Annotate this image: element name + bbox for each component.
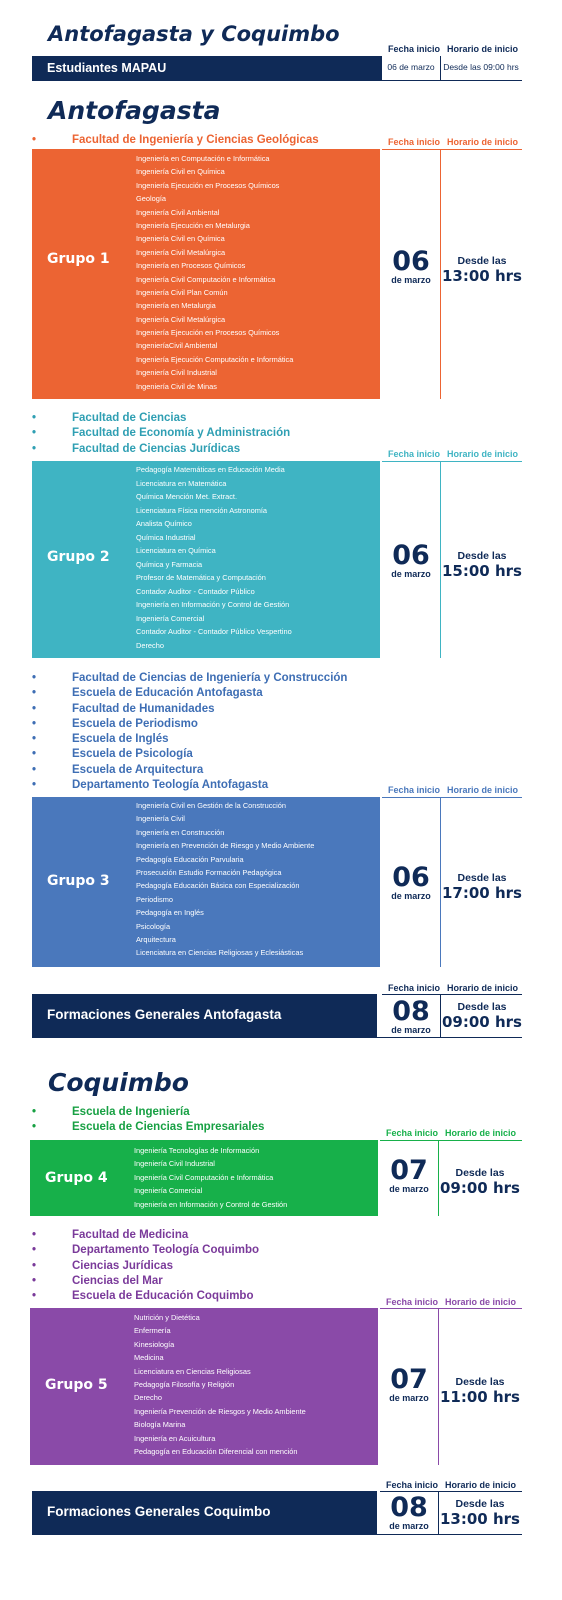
general-coquimbo-time — [439, 1497, 521, 1528]
group2-date — [382, 542, 440, 579]
date-month: de marzo — [391, 1025, 431, 1035]
section-title-coquimbo: Coquimbo — [48, 1068, 189, 1097]
course-item: Profesor de Matemática y Computación — [136, 573, 266, 582]
course-item: Biología Marina — [134, 1420, 186, 1430]
general-antofagasta-date — [382, 998, 440, 1035]
group4-time — [439, 1166, 521, 1197]
course-item: Ingeniería Civil Computación e Informática — [136, 274, 276, 284]
course-item: Ingeniería Civil en Química — [136, 234, 225, 244]
date-month: de marzo — [391, 569, 431, 579]
date-day: 06 — [392, 540, 430, 571]
course-item: Contador Auditor - Contador Público Vespertino — [136, 627, 292, 636]
course-item: Periodismo — [136, 894, 173, 904]
date-month: de marzo — [389, 1184, 429, 1194]
time-value: 11:00 hrs — [440, 1388, 520, 1406]
course-item: Medicina — [134, 1353, 164, 1363]
course-list — [134, 1313, 306, 1460]
time-value: 17:00 hrs — [442, 884, 522, 902]
group5-date — [380, 1366, 438, 1403]
group2-block — [32, 461, 380, 658]
group2-time — [441, 549, 523, 580]
course-list — [136, 801, 314, 962]
col-fecha-header: Fecha inicio — [388, 983, 441, 993]
general-coquimbo-bar — [32, 1491, 377, 1534]
divider — [382, 797, 522, 798]
divider — [32, 1534, 522, 1535]
date-month: de marzo — [391, 275, 431, 285]
course-item: Analista Químico — [136, 519, 192, 528]
course-item: Ingeniería en Acuicultura — [134, 1433, 216, 1443]
col-horario-header: Horario de inicio — [445, 1480, 517, 1490]
group3-date — [382, 864, 440, 901]
col-horario-header: Horario de inicio — [447, 785, 519, 795]
group-label: Grupo 4 — [45, 1170, 108, 1186]
course-item: Ingeniería Civil Computación e Informática — [134, 1172, 274, 1182]
group-label: Grupo 2 — [47, 549, 110, 565]
date-day: 08 — [390, 1492, 428, 1523]
course-item: Ingeniería Ejecución en Procesos Químicos — [136, 328, 280, 338]
course-item: Ingeniería en Metalurgia — [136, 301, 216, 311]
date-day: 08 — [392, 996, 430, 1027]
course-item: Licenciatura en Matemática — [136, 478, 227, 488]
mapau-date: 06 de marzo — [387, 62, 435, 72]
general-antofagasta-bar — [32, 994, 377, 1037]
divider — [380, 1308, 522, 1309]
date-day: 07 — [390, 1155, 428, 1186]
course-item: Ingeniería en Construcción — [136, 827, 225, 837]
col-fecha-header: Fecha inicio — [388, 137, 441, 147]
general-coquimbo-date — [380, 1494, 438, 1531]
course-item: Ingeniería Ejecución en Procesos Químicos — [136, 180, 280, 190]
course-item: Geología — [136, 194, 166, 204]
col-horario-header: Horario de inicio — [445, 1297, 517, 1307]
course-item: Psicología — [136, 921, 171, 931]
course-item: Pedagogía en Inglés — [136, 908, 204, 918]
divider — [382, 461, 522, 462]
section-title-antofagasta: Antofagasta — [48, 96, 221, 125]
general-antofagasta-time — [441, 1000, 523, 1031]
mapau-underline — [32, 80, 522, 81]
divider — [382, 149, 522, 150]
course-item: Ingeniería Civil en Gestión de la Construcción — [136, 801, 286, 810]
time-prefix: Desde las — [457, 1001, 507, 1013]
col-fecha-header: Fecha inicio — [388, 44, 441, 54]
course-item: Ingeniería Comercial — [134, 1186, 203, 1196]
course-item: Pedagogía Educación Parvularia — [136, 854, 244, 864]
mapau-bar — [32, 56, 382, 80]
col-horario-header: Horario de inicio — [447, 137, 519, 147]
course-item: Pedagogía en Educación Diferencial con mención — [134, 1446, 298, 1456]
course-item: Contador Auditor - Contador Público — [136, 586, 255, 596]
course-item: Ingeniería en Procesos Químicos — [136, 261, 246, 271]
group1-block — [32, 149, 380, 399]
course-item: Licenciatura Física mención Astronomía — [136, 505, 268, 515]
course-item: Química Mención Met. Extract. — [136, 492, 238, 501]
date-day: 06 — [392, 246, 430, 277]
course-item: Ingeniería Ejecución Computación e Informática — [136, 354, 294, 364]
group3-block — [32, 797, 380, 967]
course-item: IngenieríaCivil Ambiental — [136, 341, 218, 351]
general-label: Formaciones Generales Antofagasta — [47, 1007, 282, 1022]
date-day: 07 — [390, 1364, 428, 1395]
general-label: Formaciones Generales Coquimbo — [47, 1504, 271, 1519]
col-fecha-header: Fecha inicio — [388, 449, 441, 459]
course-item: Ingeniería Civil — [136, 814, 185, 824]
time-prefix: Desde las — [457, 550, 507, 562]
time-prefix: Desde las — [457, 255, 507, 267]
mapau-time: Desde las 09:00 hrs — [443, 62, 519, 72]
course-item: Ingeniería Civil Industrial — [134, 1159, 215, 1169]
course-item: Licenciatura en Química — [136, 546, 216, 555]
course-item: Enfermería — [134, 1326, 171, 1336]
course-item: Ingeniería en Computación e Informática — [136, 154, 270, 163]
course-item: Ingeniería en Prevención de Riesgo y Medio Ambiente — [136, 841, 315, 851]
course-item: Nutrición y Dietética — [134, 1313, 200, 1322]
divider — [382, 994, 522, 995]
divider — [380, 1140, 522, 1141]
group5-block — [30, 1308, 378, 1465]
col-fecha-header: Fecha inicio — [386, 1480, 439, 1490]
col-horario-header: Horario de inicio — [447, 449, 519, 459]
course-item: Ingeniería Civil Ambiental — [136, 207, 220, 217]
course-list — [134, 1146, 287, 1213]
course-item: Pedagogía Matemáticas en Educación Media — [136, 465, 285, 474]
course-item: Arquitectura — [136, 934, 176, 944]
time-value: 13:00 hrs — [440, 1510, 520, 1528]
group1-time — [441, 254, 523, 285]
time-prefix: Desde las — [455, 1167, 505, 1179]
course-item: Derecho — [134, 1393, 162, 1403]
page-title: Antofagasta y Coquimbo — [48, 22, 340, 46]
course-item: Ingeniería Civil de Minas — [136, 381, 217, 391]
course-item: Ingeniería en Información y Control de Gestión — [136, 600, 290, 609]
course-item: Ingeniería Civil Industrial — [136, 368, 217, 378]
divider — [32, 1037, 522, 1038]
group4-date — [380, 1157, 438, 1194]
col-horario-header: Horario de inicio — [447, 983, 519, 993]
course-item: Prosecución Estudio Formación Pedagógica — [136, 867, 282, 877]
course-list — [136, 154, 293, 395]
course-item: Pedagogía Educación Básica con Especialización — [136, 881, 300, 891]
course-item: Derecho — [136, 640, 164, 650]
time-value: 13:00 hrs — [442, 267, 522, 285]
course-item: Pedagogía Filosofía y Religión — [134, 1379, 235, 1389]
col-horario-header: Horario de inicio — [447, 44, 519, 54]
mapau-label: Estudiantes MAPAU — [47, 61, 167, 75]
time-prefix: Desde las — [457, 872, 507, 884]
time-prefix: Desde las — [455, 1376, 505, 1388]
course-item: Ingeniería Tecnologías de Información — [134, 1146, 260, 1155]
col-horario-header: Horario de inicio — [445, 1128, 517, 1138]
group3-time — [441, 871, 523, 902]
time-value: 09:00 hrs — [440, 1179, 520, 1197]
time-value: 15:00 hrs — [442, 562, 522, 580]
course-item: Ingeniería Prevención de Riesgos y Medio Ambiente — [134, 1406, 306, 1416]
date-month: de marzo — [389, 1393, 429, 1403]
course-item: Ingeniería Civil Metalúrgica — [136, 314, 226, 324]
date-month: de marzo — [389, 1521, 429, 1531]
group-label: Grupo 5 — [45, 1377, 108, 1393]
group1-date — [382, 248, 440, 285]
group-label: Grupo 1 — [47, 251, 110, 267]
group5-time — [439, 1375, 521, 1406]
date-day: 06 — [392, 862, 430, 893]
time-prefix: Desde las — [455, 1498, 505, 1510]
course-item: Ingeniería Comercial — [136, 613, 205, 623]
col-fecha-header: Fecha inicio — [386, 1297, 439, 1307]
course-item: Ingeniería Ejecución en Metalurgia — [136, 220, 250, 230]
time-value: 09:00 hrs — [442, 1013, 522, 1031]
course-item: Licenciatura en Ciencias Religiosas — [134, 1366, 251, 1376]
course-item: Química y Farmacia — [136, 559, 203, 569]
col-fecha-header: Fecha inicio — [386, 1128, 439, 1138]
date-month: de marzo — [391, 891, 431, 901]
course-item: Licenciatura en Ciencias Religiosas y Eclesiásticas — [136, 948, 304, 958]
group-label: Grupo 3 — [47, 873, 110, 889]
course-item: Ingeniería Civil Plan Común — [136, 287, 228, 297]
course-item: Ingeniería en Información y Control de Gestión — [134, 1199, 288, 1209]
group4-block — [30, 1140, 378, 1216]
course-item: Química Industrial — [136, 532, 196, 542]
course-list — [136, 465, 292, 654]
col-fecha-header: Fecha inicio — [388, 785, 441, 795]
course-item: Ingeniería Civil Metalúrgica — [136, 247, 226, 257]
course-item: Ingeniería Civil en Química — [136, 167, 225, 177]
course-item: Kinesiología — [134, 1339, 175, 1349]
